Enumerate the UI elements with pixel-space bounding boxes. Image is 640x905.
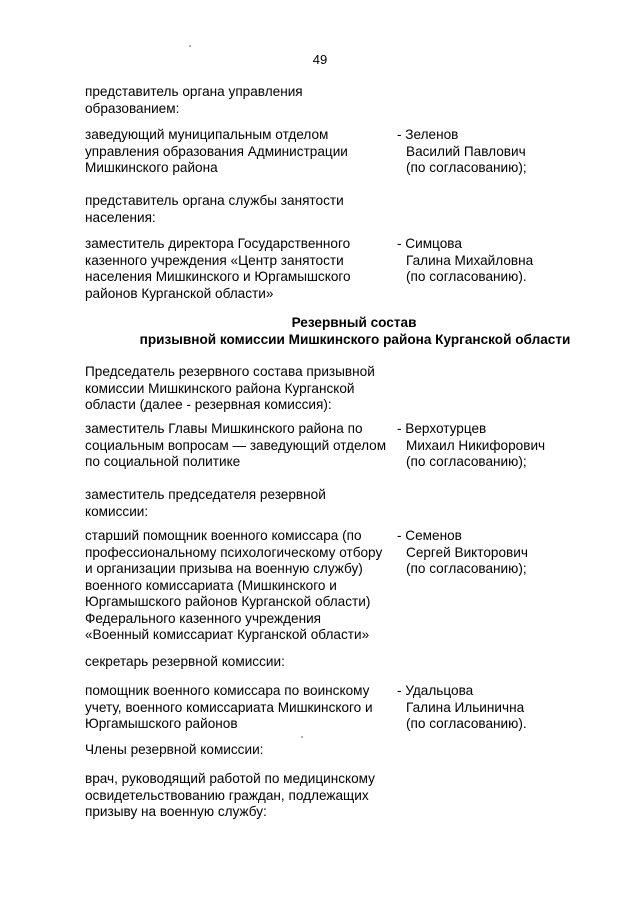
entry-position: [85, 654, 397, 671]
text-line: «Военный комиссариат Курганской области»: [85, 627, 370, 642]
text-line: военного комиссариата (Мишкинского и: [85, 577, 337, 593]
text-line: Председатель резервного состава призывной: [85, 364, 375, 379]
entry-position: [85, 683, 397, 733]
text-line: секретарь резервной комиссии:: [85, 654, 285, 669]
entry-position: [85, 236, 397, 302]
text-line: Члены резервной комиссии:: [85, 742, 264, 757]
person-name: Михаил Никифорович: [406, 437, 546, 453]
text-line: социальным вопросам — заведующий отделом: [85, 437, 387, 453]
text-line: Юргамышского районов: [85, 716, 238, 731]
person-name: Василий Павлович: [406, 143, 526, 159]
text-line: заместитель председателя резервной: [85, 487, 326, 502]
section-heading: [0, 315, 640, 348]
entry-person: [397, 683, 617, 733]
text-line: представитель органа службы занятости: [85, 193, 344, 208]
text-line: заместитель Главы Мишкинского района по: [85, 421, 363, 436]
person-surname: - Зеленов: [397, 127, 459, 142]
entry-position: [85, 84, 397, 117]
text-line: управления образования Администрации: [85, 143, 348, 159]
text-line: Юргамышского районов Курганской области): [85, 594, 371, 609]
text-line: заместитель директора Государственного: [85, 236, 351, 251]
entry-person: [397, 236, 617, 286]
entry-person: [397, 421, 617, 471]
text-line: образованием:: [85, 100, 180, 116]
scan-speck: [189, 45, 191, 47]
text-line: населения Мишкинского и Юргамышского: [85, 269, 351, 284]
person-note: (по согласованию).: [406, 269, 527, 284]
text-line: профессиональному психологическому отбору: [85, 544, 383, 560]
text-line: призыву на военную службу:: [85, 804, 267, 819]
person-surname: - Семенов: [397, 528, 462, 543]
text-line: освидетельствованию граждан, подлежащих: [85, 787, 369, 803]
entry-person: [397, 127, 617, 177]
text-line: по социальной политике: [85, 454, 241, 469]
entry-person: [397, 528, 617, 578]
text-line: казенного учреждения «Центр занятости: [85, 252, 344, 268]
person-note: (по согласованию);: [406, 454, 527, 469]
text-line: комиссии Мишкинского района Курганской: [85, 380, 355, 396]
text-line: Мишкинского района: [85, 160, 218, 175]
person-name: Сергей Викторович: [406, 544, 528, 560]
text-line: районов Курганской области»: [85, 285, 274, 301]
text-line: врач, руководящий работой по медицинскому: [85, 771, 375, 786]
person-name: Галина Михайловна: [406, 252, 534, 268]
entry-position: [85, 421, 397, 471]
text-line: старший помощник военного комиссара (по: [85, 528, 362, 543]
scan-speck: [301, 736, 303, 738]
person-name: Галина Ильинична: [406, 699, 525, 715]
entry-position: [85, 528, 397, 644]
entry-position: [85, 364, 405, 414]
text-line: учету, военного комиссариата Мишкинского и: [85, 699, 373, 715]
heading-line: призывной комиссии Мишкинского района Курганской области: [139, 331, 571, 347]
entry-position: [85, 193, 397, 226]
text-line: заведующий муниципальным отделом: [85, 127, 329, 142]
text-line: помощник военного комиссара по воинскому: [85, 683, 370, 698]
entry-position: [85, 127, 397, 177]
entry-position: [85, 771, 397, 821]
person-surname: - Удальцова: [397, 683, 474, 698]
entry-position: [85, 487, 397, 520]
person-note: (по согласованию);: [406, 561, 527, 576]
page-number: 49: [312, 52, 328, 67]
person-note: (по согласованию);: [406, 160, 527, 175]
person-note: (по согласованию).: [406, 716, 527, 731]
text-line: области (далее - резервная комиссия):: [85, 397, 332, 412]
text-line: комиссии:: [85, 503, 149, 519]
text-line: и организации призыва на военную службу): [85, 561, 363, 576]
heading-line: Резервный состав: [291, 315, 417, 330]
text-line: Федерального казенного учреждения: [85, 610, 322, 626]
text-line: населения:: [85, 209, 156, 225]
person-surname: - Верхотурцев: [397, 421, 487, 436]
entry-position: [85, 742, 397, 759]
text-line: представитель органа управления: [85, 84, 303, 99]
person-surname: - Симцова: [397, 236, 462, 251]
